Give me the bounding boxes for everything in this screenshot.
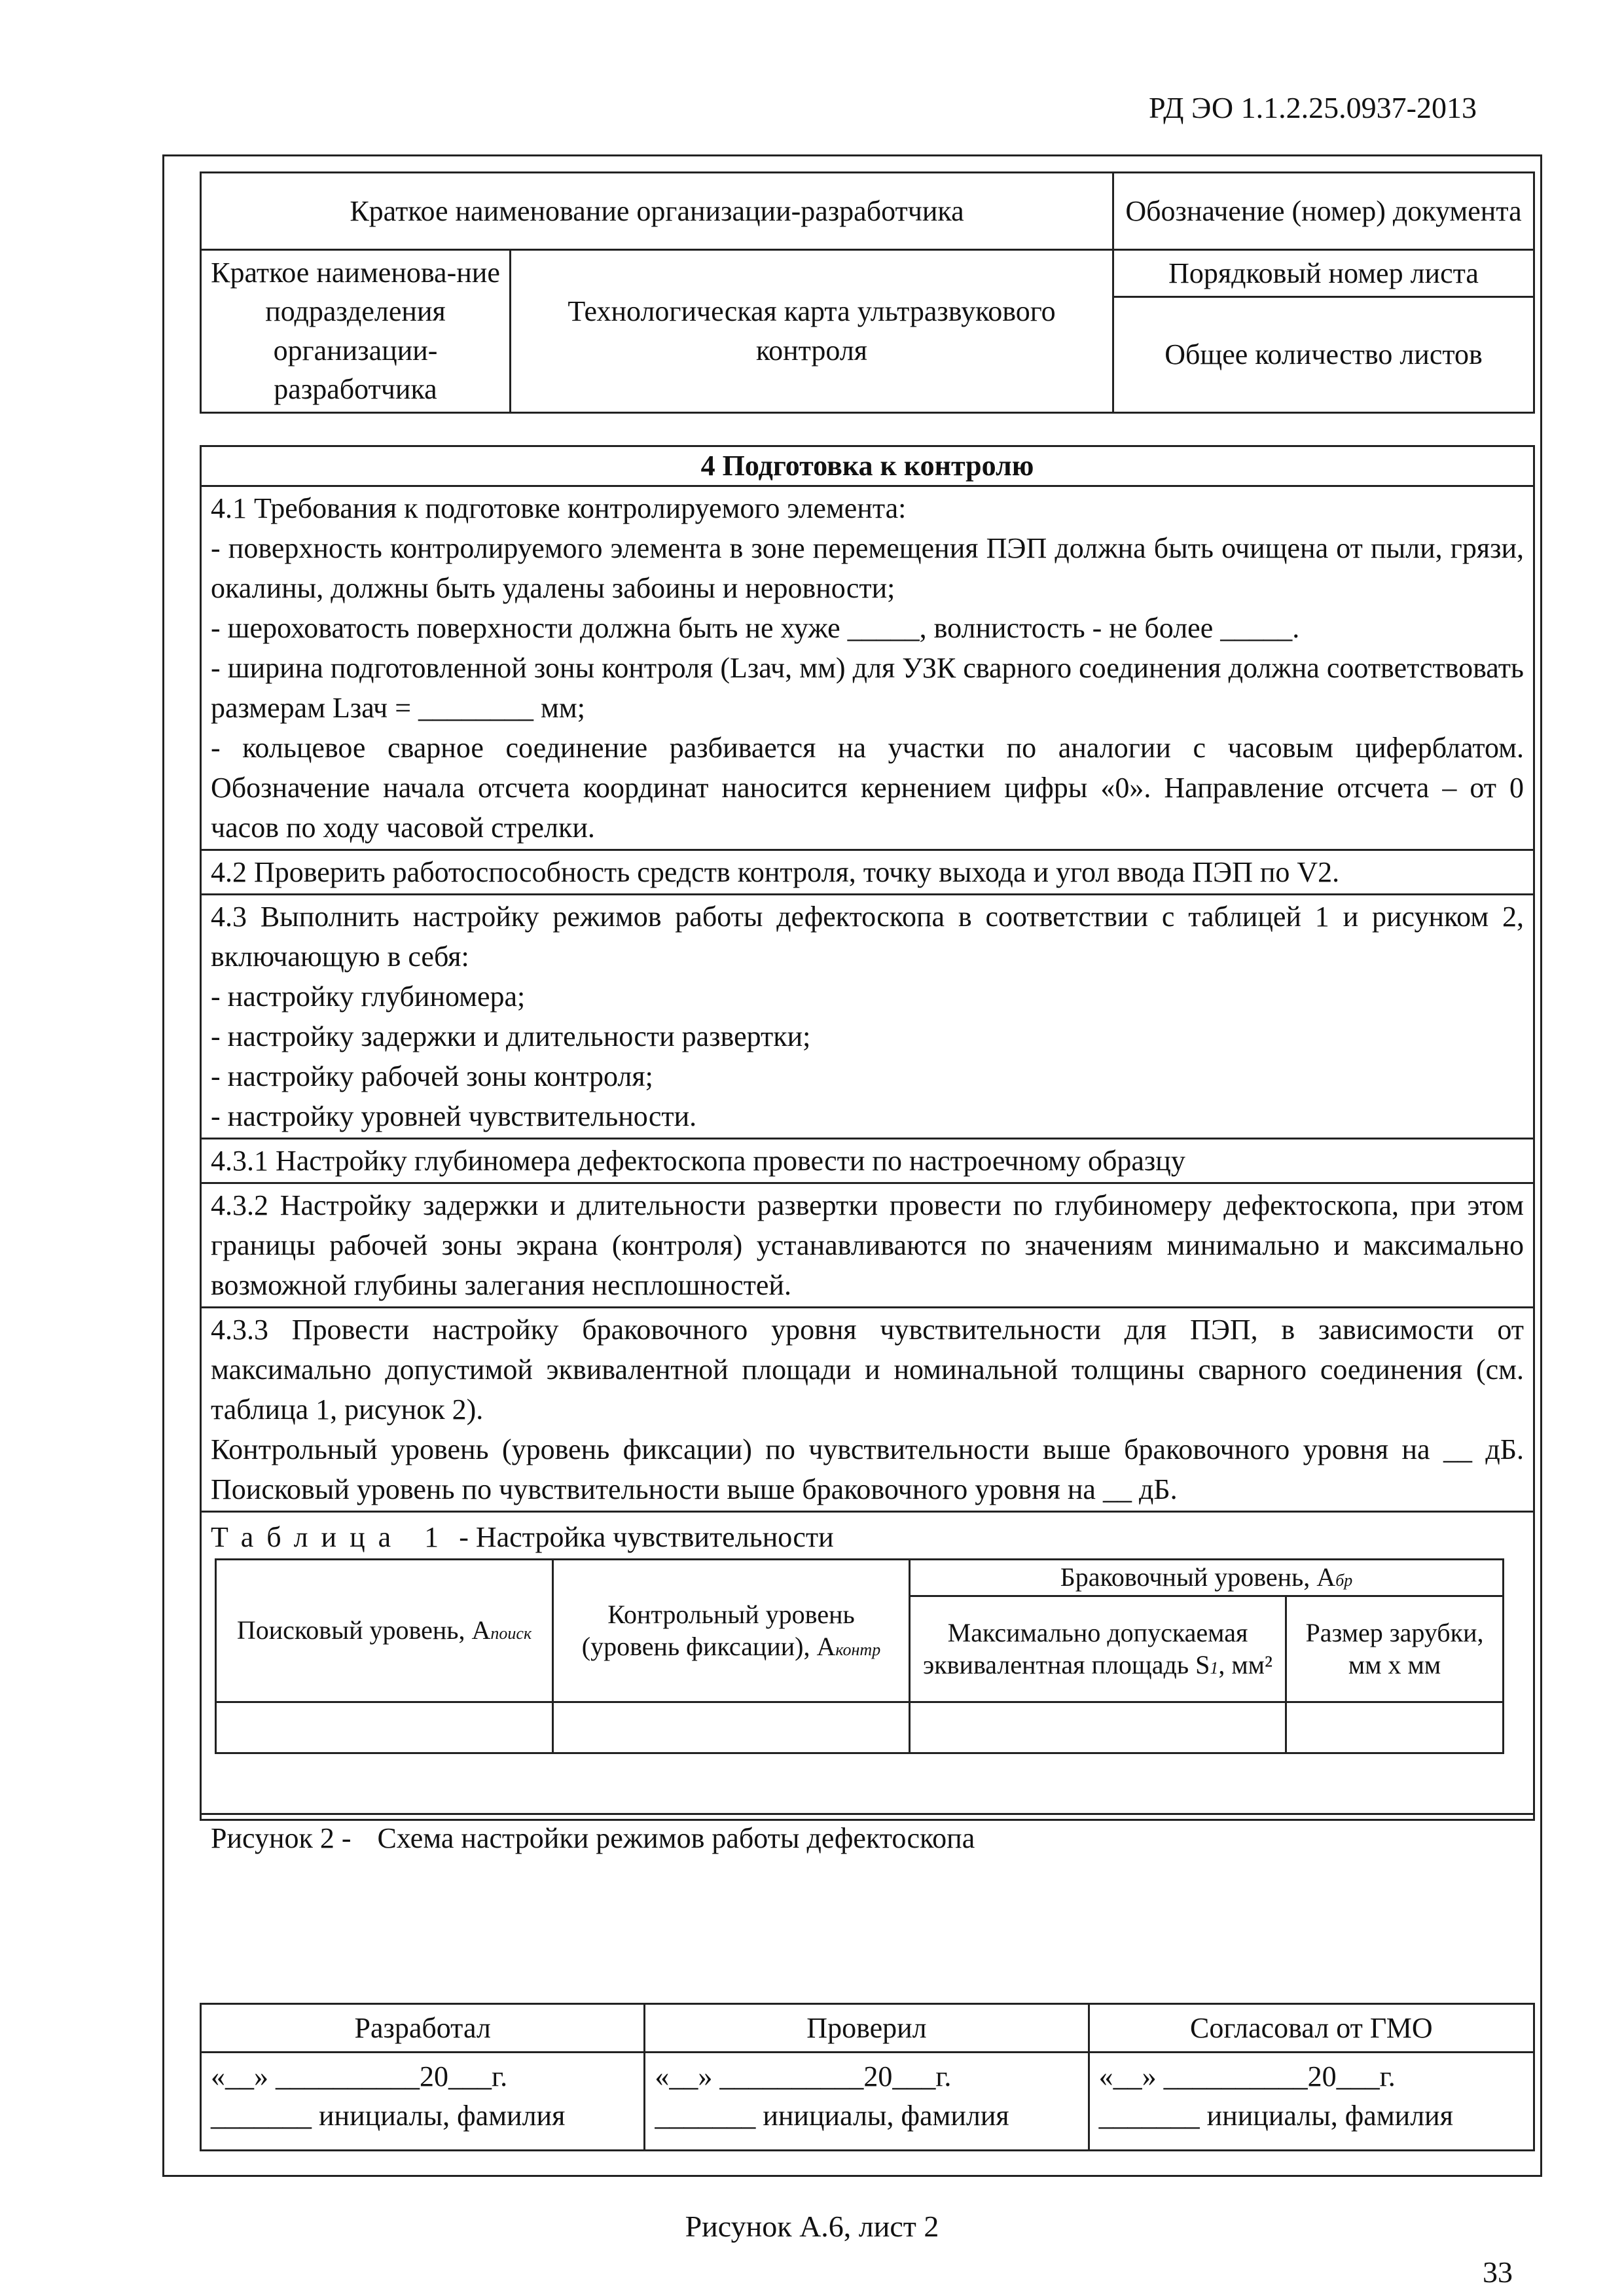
col-search-level xyxy=(216,1560,553,1702)
sig-cell-approved[interactable] xyxy=(1089,2053,1534,2151)
figure-2-row xyxy=(202,1813,1533,1862)
table-caption-text: - Настройка чувствительности xyxy=(459,1521,834,1553)
col-area-unit: , мм² xyxy=(1218,1649,1272,1679)
sig-cell-checked[interactable] xyxy=(645,2053,1089,2151)
page-number: 33 xyxy=(1483,2255,1513,2289)
sheet-number: Порядковый номер листа xyxy=(1113,250,1534,297)
col-search-text: Поисковый уровень, А xyxy=(236,1615,491,1645)
division-name: Краткое наименова-ние подразделения организации-разработчика xyxy=(201,250,511,413)
text-line: Контрольный уровень (уровень фиксации) по чувствительности выше браковочного уровня на __ дБ. Поисковый уровень по чувствительности выше браковочного уровня на __ дБ. xyxy=(211,1433,1524,1505)
figure-label: Рисунок 2 - xyxy=(211,1822,352,1854)
col-reject-sub: бр xyxy=(1335,1571,1353,1590)
text-line: 4.3.2 Настройку задержки и длительности развертки провести по глубиномеру дефектоскопа, при этом границы рабочей зоны экрана (контроля) устанавливаются по значениям минимально и максимально возможной глубины залегания несплошностей. xyxy=(211,1189,1524,1301)
sig-header-approved: Согласовал от ГМО xyxy=(1089,2004,1534,2053)
col-search-sub: поиск xyxy=(490,1624,532,1643)
col-control-sub: контр xyxy=(835,1640,881,1659)
document-code: РД ЭО 1.1.2.25.0937-2013 xyxy=(1149,91,1477,124)
date-line: «__» __________20___г. xyxy=(655,2060,952,2093)
section-title: 4 Подготовка к контролю xyxy=(202,447,1533,487)
text-line: 4.3.3 Провести настройку браковочного уровня чувствительности для ПЭП, в зависимости от максимально допустимой эквивалентной площади и номинальной толщины сварного соединения (см. таблица 1, рисунок 2). xyxy=(211,1314,1524,1426)
col-reject-text: Браковочный уровень, А xyxy=(1060,1562,1336,1592)
text-line: - ширина подготовленной зоны контроля (Lзач, мм) для УЗК сварного соединения должна соответствовать размерам Lзач = ________ мм; xyxy=(211,652,1524,724)
sig-header-checked: Проверил xyxy=(645,2004,1089,2053)
text-line: - поверхность контролируемого элемента в зоне перемещения ПЭП должна быть очищена от пыли, грязи, окалины, должны быть удалены забоины и неровности; xyxy=(211,532,1524,604)
text-line: 4.3.1 Настройку глубиномера дефектоскопа провести по настроечному образцу xyxy=(211,1145,1185,1177)
col-reject-group xyxy=(910,1560,1504,1596)
paragraph-4-2 xyxy=(202,851,1533,895)
text-line: 4.2 Проверить работоспособность средств контроля, точку выхода и угол ввода ПЭП по V2. xyxy=(211,856,1340,888)
text-line: - настройку задержки и длительности развертки; xyxy=(211,1020,811,1052)
card-title: Технологическая карта ультразвукового контроля xyxy=(511,250,1113,413)
table-cell[interactable] xyxy=(1286,1702,1504,1753)
col-notch-size: Размер зарубки, мм х мм xyxy=(1286,1596,1504,1702)
text-line: 4.1 Требования к подготовке контролируемого элемента: xyxy=(211,492,907,524)
sensitivity-table xyxy=(215,1558,1504,1754)
text-line: - настройку глубиномера; xyxy=(211,980,526,1013)
text-line: - шероховатость поверхности должна быть не хуже _____, волнистость - не более _____. xyxy=(211,612,1300,644)
text-line: 4.3 Выполнить настройку режимов работы дефектоскопа в соответствии с таблицей 1 и рисунком 2, включающую в себя: xyxy=(211,901,1524,973)
table-cell[interactable] xyxy=(216,1702,553,1753)
name-line: _______ инициалы, фамилия xyxy=(211,2099,566,2132)
table-cell[interactable] xyxy=(553,1702,910,1753)
header-table xyxy=(200,171,1535,414)
paragraph-4-3-1 xyxy=(202,1139,1533,1184)
table-cell[interactable] xyxy=(910,1702,1286,1753)
date-line: «__» __________20___г. xyxy=(211,2060,508,2093)
name-line: _______ инициалы, фамилия xyxy=(655,2099,1009,2132)
col-area-sub: 1 xyxy=(1210,1658,1219,1677)
paragraph-4-1 xyxy=(202,487,1533,851)
paragraph-4-3 xyxy=(202,895,1533,1139)
table-caption-word: Таблица 1 xyxy=(211,1521,452,1553)
col-equivalent-area xyxy=(910,1596,1286,1702)
table-caption xyxy=(202,1513,1533,1556)
date-line: «__» __________20___г. xyxy=(1098,2060,1396,2093)
text-line: - настройку уровней чувствительности. xyxy=(211,1100,697,1132)
text-line: - настройку рабочей зоны контроля; xyxy=(211,1060,653,1092)
doc-designation: Обозначение (номер) документа xyxy=(1113,173,1534,250)
org-short-name: Краткое наименование организации-разработчика xyxy=(201,173,1113,250)
total-sheets: Общее количество листов xyxy=(1113,297,1534,412)
section-preparation xyxy=(200,445,1535,1854)
figure-title: Схема настройки режимов работы дефектоскопа xyxy=(377,1822,975,1854)
paragraph-4-3-2 xyxy=(202,1184,1533,1308)
sig-header-developed: Разработал xyxy=(201,2004,645,2053)
table-row xyxy=(216,1702,1504,1753)
figure-caption: Рисунок А.6, лист 2 xyxy=(685,2210,939,2243)
col-control-text: Контрольный уровень (уровень фиксации), А xyxy=(581,1599,855,1661)
sig-cell-developed[interactable] xyxy=(201,2053,645,2151)
paragraph-4-3-3 xyxy=(202,1308,1533,1513)
col-area-text: Максимально допускаемая эквивалентная площадь S xyxy=(923,1617,1248,1679)
signature-table xyxy=(200,2003,1535,2151)
text-line: - кольцевое сварное соединение разбивается на участки по аналогии с часовым циферблатом. Обозначение начала отсчета координат наносится кернением цифры «0». Направление отсчета – от 0 часов по ходу часовой стрелки. xyxy=(211,732,1524,844)
name-line: _______ инициалы, фамилия xyxy=(1098,2099,1453,2132)
col-control-level xyxy=(553,1560,910,1702)
